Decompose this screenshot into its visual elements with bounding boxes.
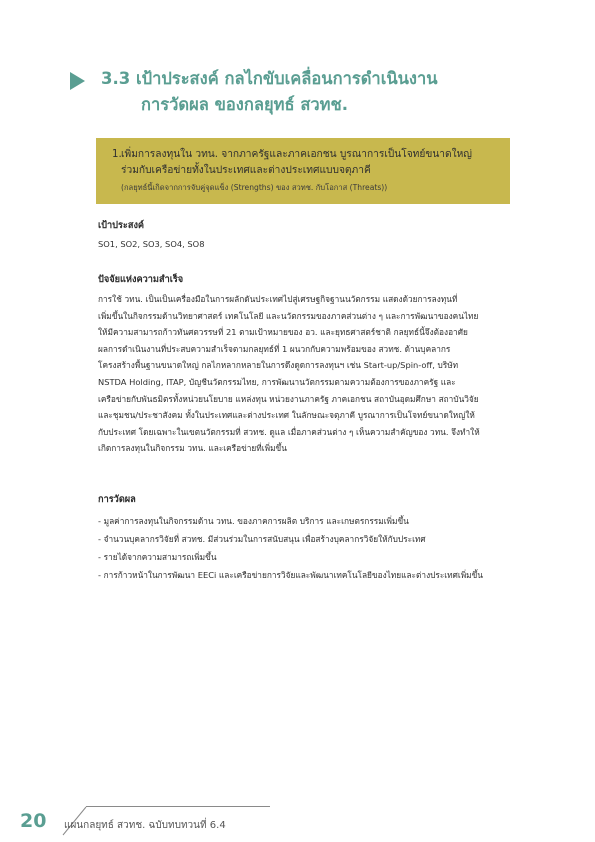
success-factors-title: ปัจจัยแห่งความสำเร็จ — [98, 274, 184, 285]
paragraph-line: ให้มีความสามารถก้าวทันศตวรรษที่ 21 ตามเป้าหมายของ อว. และยุทธศาสตร์ชาติ กลยุทธ์นี้จึงต้องอาศัย — [98, 327, 468, 338]
section-title-line1: เป้าประสงค์ กลไกขับเคลื่อนการดำเนินงาน — [135, 69, 438, 88]
footer-document-title: แผนกลยุทธ์ สวทช. ฉบับทบทวนที่ 6.4 — [64, 820, 226, 831]
section-number: 3.3 — [101, 69, 131, 88]
strategy-goal-box — [96, 138, 510, 204]
measurement-item: - รายได้จากความสามารถเพิ่มขึ้น — [98, 552, 217, 562]
strategy-subnote: (กลยุทธ์นี้เกิดจากการจับคู่จุดแข็ง (Strengths) ของ สวทช. กับโอกาส (Threats)) — [121, 183, 388, 192]
triangle-bullet-icon — [70, 72, 85, 90]
measurement-list — [98, 512, 518, 584]
page-number: 20 — [20, 810, 47, 832]
strategy-number: 1. — [112, 149, 122, 160]
paragraph-line: กับประเทศ โดยเฉพาะในเขตนวัตกรรมที่ สวทช. ดูแล เมื่อภาคส่วนต่าง ๆ เห็นความสำคัญของ วทน. จึงทำให้ — [98, 426, 480, 437]
page-footer — [20, 806, 260, 836]
footer-rule — [86, 806, 270, 807]
paragraph-line: NSTDA Holding, ITAP, บัญชีนวัตกรรมไทย, การพัฒนานวัตกรรมตามความต้องการของภาครัฐ และ — [98, 376, 456, 387]
paragraph-line: เกิดการลงทุนในกิจกรรม วทน. และเครือข่ายที่เพิ่มขึ้น — [98, 443, 287, 454]
measurement-title: การวัดผล — [98, 494, 136, 505]
objective-value — [98, 236, 512, 253]
objective-title: เป้าประสงค์ — [98, 220, 145, 231]
measurement-item: - จำนวนบุคลากรวิจัยที่ สวทช. มีส่วนร่วมในการสนับสนุน เพื่อสร้างบุคลากรวิจัยให้กับประเทศ — [98, 534, 426, 544]
paragraph-line: การใช้ วทน. เป็นเป็นเครื่องมือในการผลักดันประเทศไปสู่เศรษฐกิจฐานนวัตกรรม แสดงด้วยการลงทุนที่ — [98, 294, 458, 304]
strategy-line1: เพิ่มการลงทุนใน วทน. จากภาครัฐและภาคเอกชน บูรณาการเป็นโจทย์ขนาดใหญ่ — [121, 149, 472, 160]
strategy-goal — [112, 147, 506, 178]
paragraph-line: โครงสร้างพื้นฐานขนาดใหญ่ กลไกหลากหลายในการดึงดูดการลงทุนฯ เช่น Start-up/Spin-off, บริษัท — [98, 360, 459, 371]
success-factors-paragraph — [98, 291, 512, 457]
paragraph-line: และชุมชน/ประชาสังคม ทั้งในประเทศและต่างประเทศ ในลักษณะจตุภาคี บูรณาการเป็นโจทย์ขนาดใหญ่ให้ — [98, 410, 475, 421]
strategy-line2: ร่วมกับเครือข่ายทั้งในประเทศและต่างประเทศแบบจตุภาคี — [121, 164, 371, 176]
measurement-item: - มูลค่าการลงทุนในกิจกรรมด้าน วทน. ของภาคการผลิต บริการ และเกษตรกรรมเพิ่มขึ้น — [98, 516, 409, 526]
section-title — [101, 66, 438, 118]
section-title-line2: การวัดผล ของกลยุทธ์ สวทช. — [141, 95, 349, 114]
paragraph-line: ผลการดำเนินงานที่ประสบความสำเร็จตามกลยุทธ์ที่ 1 ผนวกกับความพร้อมของ สวทช. ด้านบุคลากร — [98, 343, 451, 354]
measurement-item: - การก้าวหน้าในการพัฒนา EECi และเครือข่ายการวิจัยและพัฒนาเทคโนโลยีของไทยและต่างประเทศเพิ่มขึ้น — [98, 570, 483, 580]
paragraph-line: เพิ่มขึ้นในกิจกรรมด้านวิทยาศาสตร์ เทคโนโลยี และนวัตกรรมของภาคส่วนต่าง ๆ และการพัฒนาของคนไทย — [98, 310, 479, 321]
paragraph-line: เครือข่ายกับพันธมิตรทั้งหน่วยนโยบาย แหล่งทุน หน่วยงานภาครัฐ ภาคเอกชน สถาบันอุดมศึกษา สถาบันวิจัย — [98, 393, 479, 404]
objective-codes: SO1, SO2, SO3, SO4, SO8 — [98, 239, 205, 249]
